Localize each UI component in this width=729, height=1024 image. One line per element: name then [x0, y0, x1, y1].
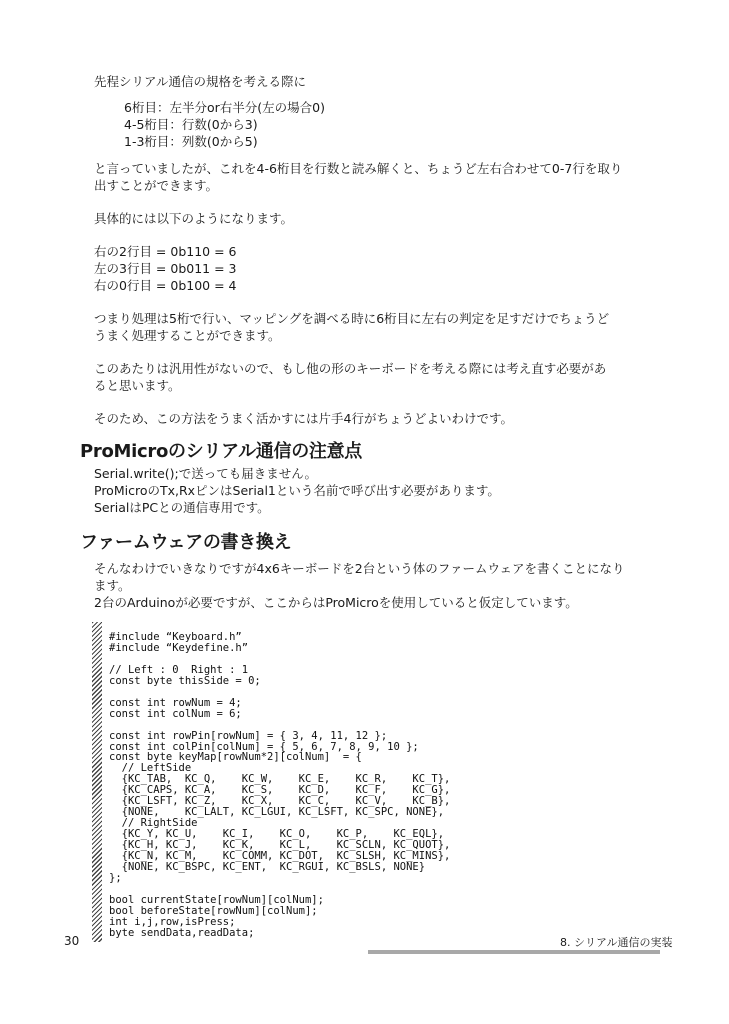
section-heading: ファームウェアの書き換え — [80, 532, 292, 553]
list-item: 6桁目：左半分or右半分(左の場合0) — [124, 100, 325, 115]
list-item: 右の0行目 = 0b100 = 4 — [94, 278, 237, 293]
code-block-stripe — [92, 622, 102, 942]
body-paragraph: つまり処理は5桁で行い、マッピングを調べる時に6桁目に左右の判定を足すだけでちょうど — [94, 311, 610, 326]
body-paragraph: そのため、この方法をうまく活かすには片手4行がちょうどよいわけです。 — [94, 411, 513, 426]
body-paragraph: このあたりは汎用性がないので、もし他の形のキーボードを考える際には考え直す必要があ — [94, 361, 607, 376]
list-item: 4-5桁目：行数(0から3) — [124, 117, 258, 132]
list-item: 左の3行目 = 0b011 = 3 — [94, 261, 237, 276]
body-paragraph: そんなわけでいきなりですが4x6キーボードを2台という体のファームウェアを書くことになり — [94, 561, 625, 576]
list-item: 右の2行目 = 0b110 = 6 — [94, 244, 237, 259]
body-paragraph: ると思います。 — [94, 378, 181, 393]
body-paragraph: 2台のArduinoが必要ですが、ここからはProMicroを使用していると仮定しています。 — [94, 595, 578, 610]
list-item: 1-3桁目：列数(0から5) — [124, 134, 258, 149]
footer-rule — [368, 950, 660, 954]
chapter-title: 8. シリアル通信の実装 — [560, 936, 673, 949]
body-paragraph: ます。 — [94, 578, 131, 593]
code-listing: #include “Keyboard.h” #include “Keydefine.h” // Left : 0 Right : 1 const byte thisSide = 0; const int rowNum = 4; const int colNum = 6; const int rowPin[rowNum] = { 3, 4, 11, 12 }; const int colPin[colNum] = { 5, 6, 7, 8, 9, 10 }; const byte keyMap[rowNum*2][colNum] = { // LeftSide {KC_TAB, KC_Q, KC_W, KC_E, KC_R, KC_T}, {KC_CAPS, KC_A, KC_S, KC_D, KC_F, KC_G}, {KC_LSFT, KC_Z, KC_X, KC_C, KC_V, KC_B}, {NONE, KC_LALT, KC_LGUI, KC_LSFT, KC_SPC, NONE}, // RightSide {KC_Y, KC_U, KC_I, KC_O, KC_P, KC_EQL}, {KC_H, KC_J, KC_K, KC_L, KC_SCLN, KC_QUOT}, {KC_N, KC_M, KC_COMM, KC_DOT, KC_SLSH, KC_MINS}, {NONE, KC_BSPC, KC_ENT, KC_RGUI, KC_BSLS, NONE} }; bool currentState[rowNum][colNum]; bool beforeState[rowNum][colNum]; int i,j,row,isPress; byte sendData,readData; — [109, 631, 451, 939]
page-number: 30 — [64, 934, 80, 948]
body-paragraph: 先程シリアル通信の規格を考える際に — [94, 74, 307, 89]
body-paragraph: と言っていましたが、これを4-6桁目を行数と読み解くと、ちょうど左右合わせて0-7行を取り — [94, 161, 623, 176]
body-paragraph: うまく処理することができます。 — [94, 328, 281, 343]
body-paragraph: 具体的には以下のようになります。 — [94, 211, 294, 226]
body-paragraph: 出すことができます。 — [94, 178, 219, 193]
code-block — [92, 622, 532, 942]
body-paragraph: Serial.write();で送っても届きません。 — [94, 466, 317, 481]
section-heading: ProMicroのシリアル通信の注意点 — [80, 441, 363, 462]
body-paragraph: SerialはPCとの通信専用です。 — [94, 500, 270, 515]
body-paragraph: ProMicroのTx,RxピンはSerial1という名前で呼び出す必要があります。 — [94, 483, 500, 498]
